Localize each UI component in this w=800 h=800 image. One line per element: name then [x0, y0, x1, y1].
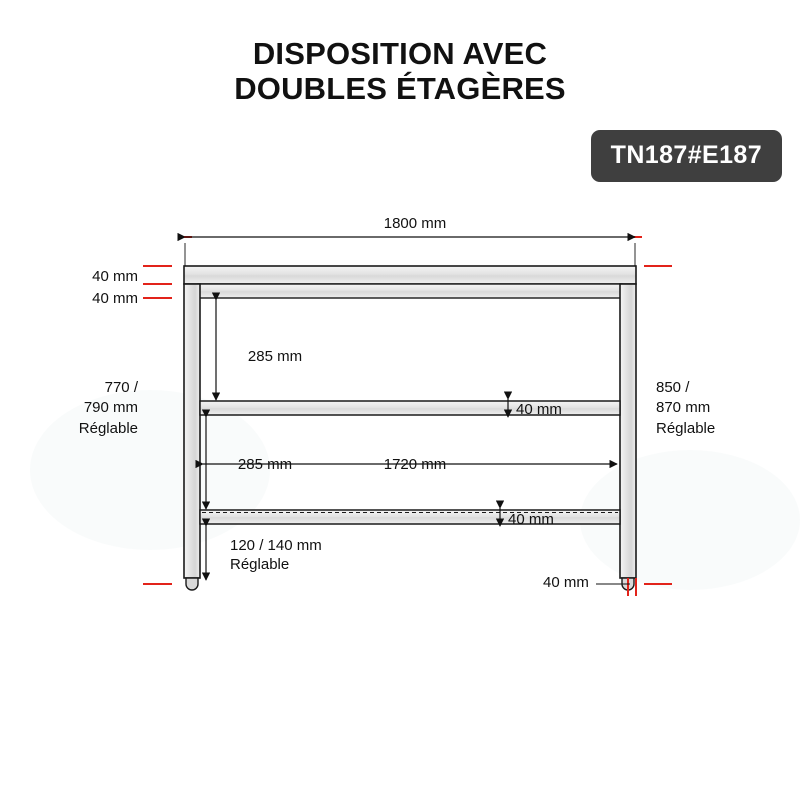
label-height-left-note: Réglable: [78, 420, 138, 437]
right-leg: [620, 284, 636, 578]
label-height-left-1: 770 /: [104, 379, 138, 396]
left-foot: [186, 578, 198, 590]
label-leg-width: 40 mm: [543, 574, 589, 591]
label-floor-clearance: 120 / 140 mm: [230, 537, 322, 554]
label-floor-clearance-note: Réglable: [230, 556, 290, 573]
worktop: [184, 266, 636, 284]
label-shelf-width: 1720 mm: [383, 456, 447, 473]
title-line-2: DOUBLES ÉTAGÈRES: [234, 71, 566, 107]
label-lower-shelf-thickness: 40 mm: [508, 511, 554, 528]
label-overall-width: 1800 mm: [383, 215, 447, 232]
lower-shelf: [200, 510, 620, 524]
label-height-left-2: 790 mm: [83, 399, 138, 416]
label-frame-rail: 40 mm: [92, 290, 138, 307]
label-height-right-2: 870 mm: [656, 399, 711, 416]
title-line-1: DISPOSITION AVEC: [252, 36, 548, 71]
model-badge: TN187#E187: [591, 130, 782, 182]
label-upper-shelf-thickness: 40 mm: [516, 401, 562, 418]
label-top-thickness: 40 mm: [92, 268, 138, 285]
label-height-right-note: Réglable: [656, 420, 716, 437]
label-gap-lower: 285 mm: [237, 456, 293, 473]
label-height-right-1: 850 /: [656, 379, 690, 396]
label-gap-upper: 285 mm: [247, 348, 303, 365]
left-leg: [184, 284, 200, 578]
frame-rail: [198, 284, 622, 298]
